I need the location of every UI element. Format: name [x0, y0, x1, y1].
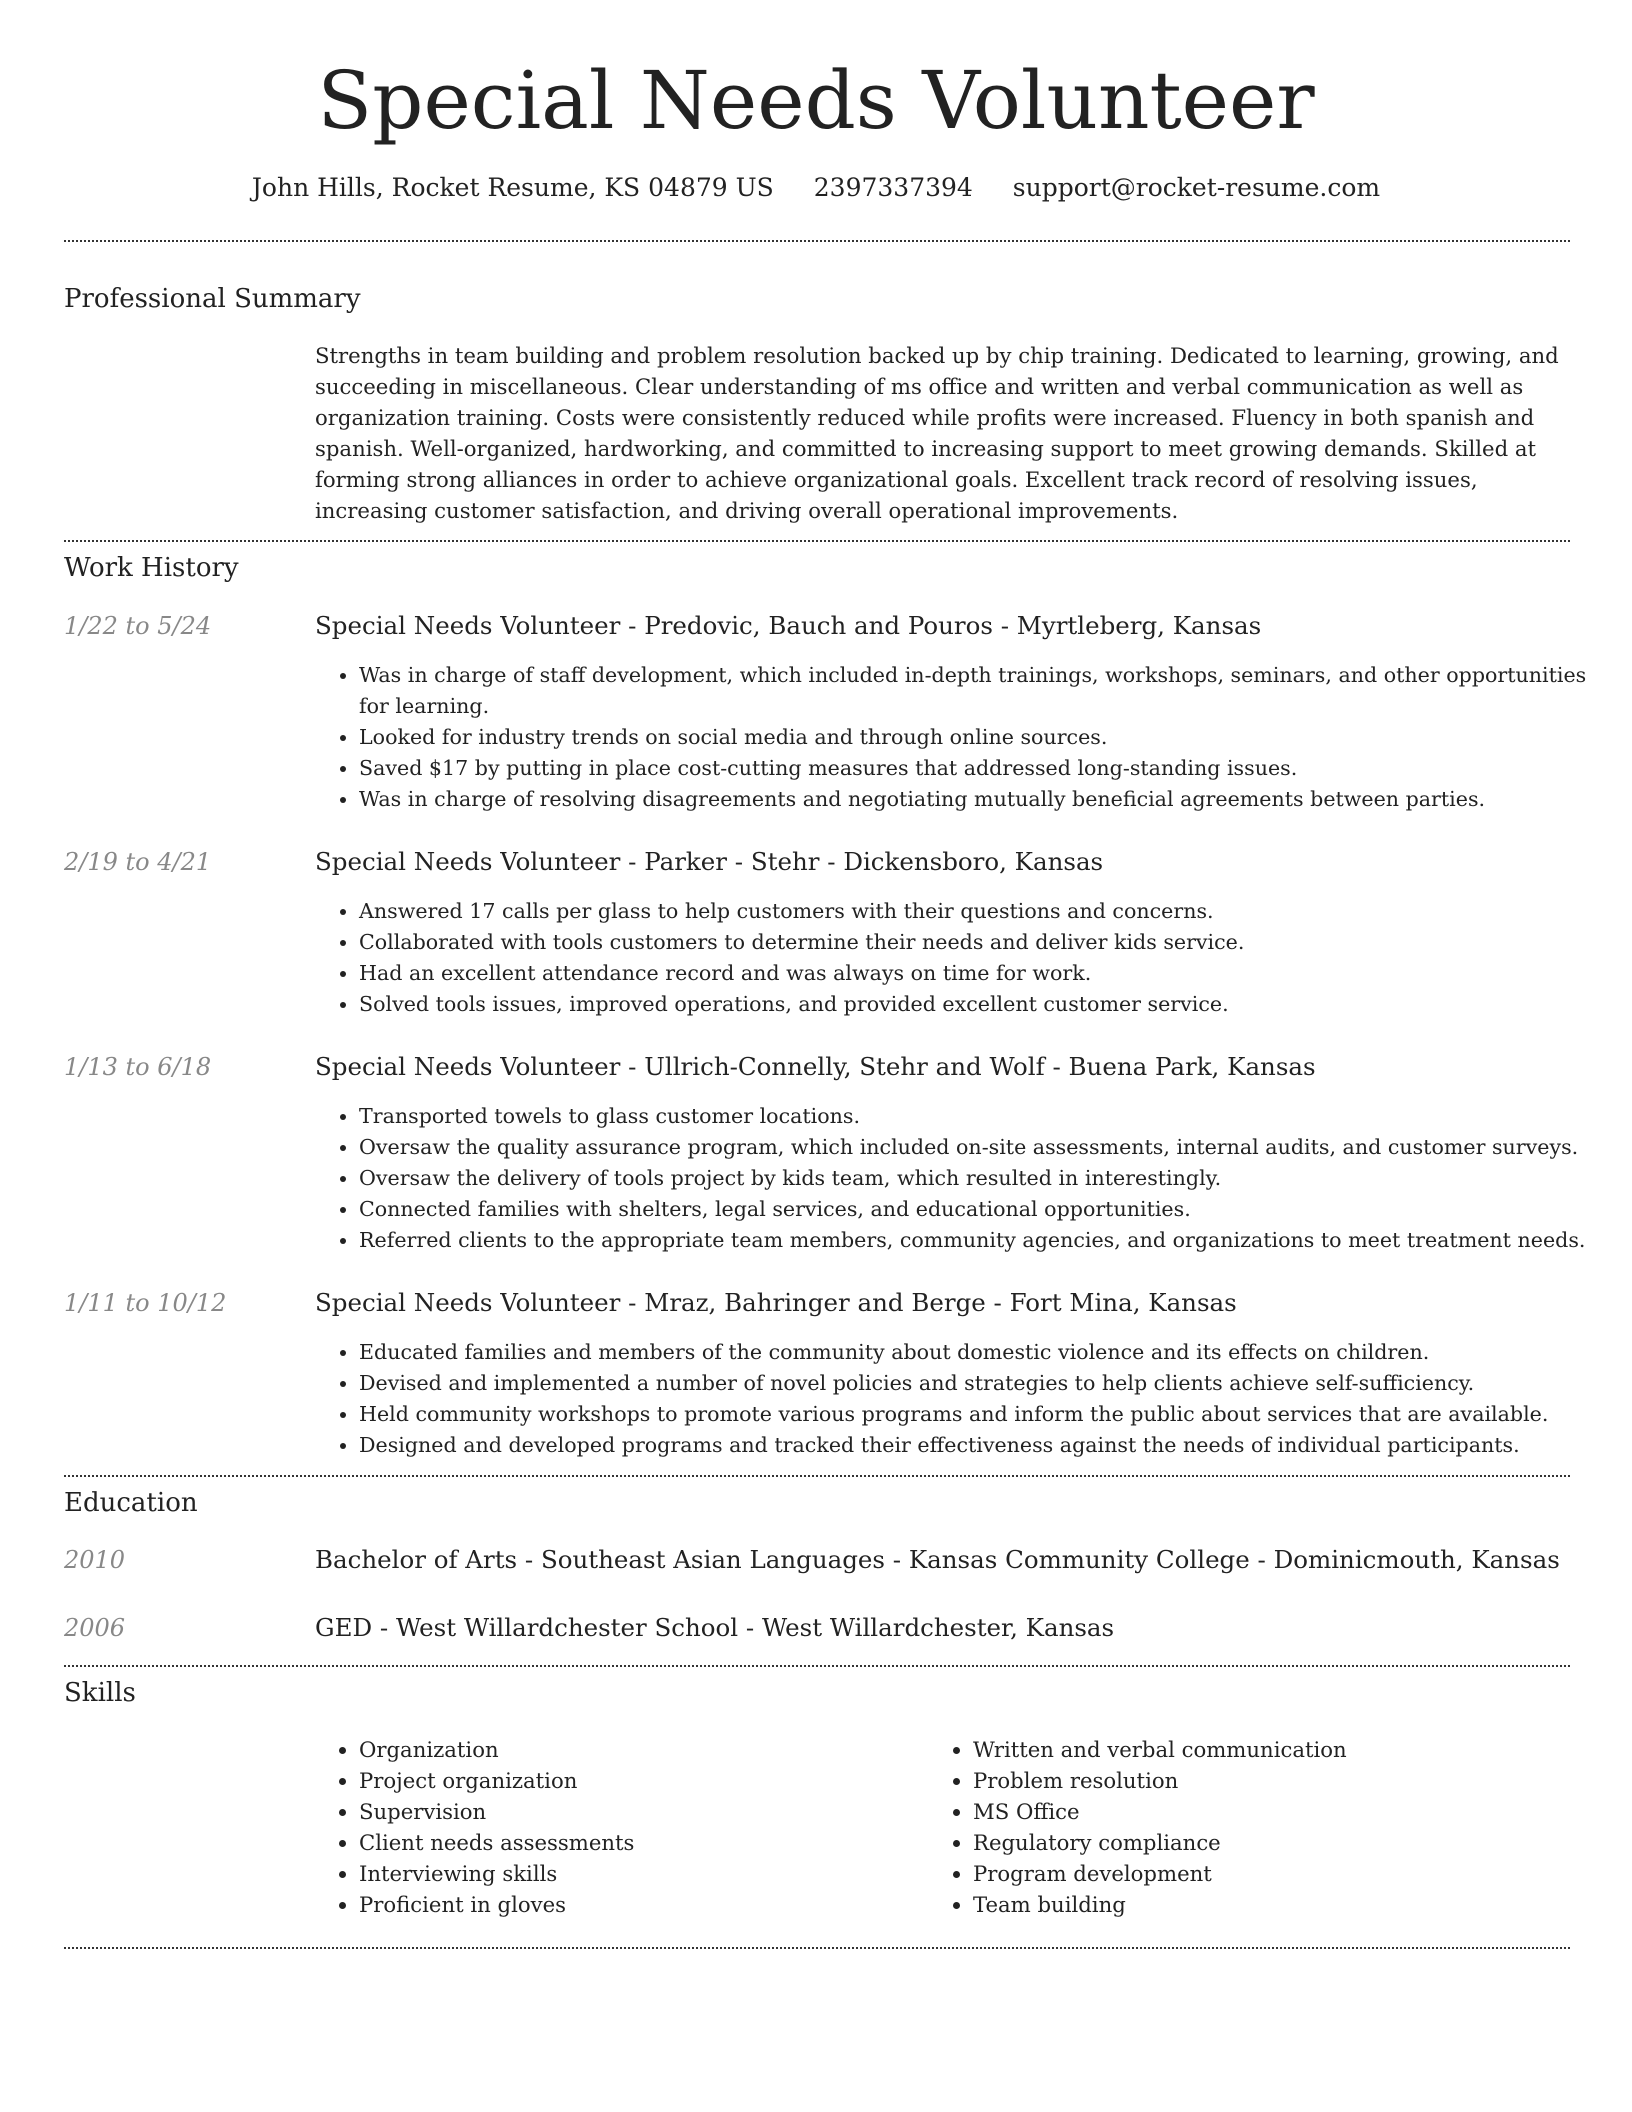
skill-item: • Client needs assessments — [359, 1827, 919, 1858]
job-dates: 1/11 to 10/12 — [64, 1289, 227, 1317]
skills-list-left — [315, 1734, 919, 1920]
list-item: • Transported towels to glass customer locations. — [359, 1101, 1619, 1132]
list-item: • Designed and developed programs and tracked their effectiveness against the needs of individual participants. — [359, 1430, 1619, 1461]
section-heading-work: Work History — [64, 553, 239, 583]
job-title: Special Needs Volunteer - Parker - Stehr - Dickensboro, Kansas — [315, 847, 1104, 876]
list-item: • Educated families and members of the community about domestic violence and its effects on children. — [359, 1337, 1619, 1368]
divider — [64, 240, 1570, 242]
skill-item: • Written and verbal communication — [973, 1734, 1593, 1765]
skill-item: • Regulatory compliance — [973, 1827, 1593, 1858]
education-year: 2006 — [64, 1614, 126, 1642]
summary-text: Strengths in team building and problem resolution backed up by chip training. Dedicated to learning, growing, and succeeding in miscellaneous. Clear understanding of ms office and written and verbal communication as well as organization training. Costs were consistently reduced while profits were increased. Fluency in both spanish and spanish. Well-organized, hardworking, and committed to increasing support to meet growing demands. Skilled at forming strong alliances in order to achieve organizational goals. Excellent track record of resolving issues, increasing customer satisfaction, and driving overall operational improvements. — [315, 343, 1559, 523]
education-detail: Bachelor of Arts - Southeast Asian Languages - Kansas Community College - Dominicmouth, Kansas — [315, 1545, 1560, 1574]
education-detail: GED - West Willardchester School - West Willardchester, Kansas — [315, 1613, 1115, 1642]
job-bullets — [315, 660, 1619, 815]
contact-line — [0, 170, 1632, 206]
job-title: Special Needs Volunteer - Ullrich-Connelly, Stehr and Wolf - Buena Park, Kansas — [315, 1052, 1316, 1081]
divider — [64, 1947, 1570, 1949]
skill-item: • MS Office — [973, 1796, 1593, 1827]
divider — [64, 1665, 1570, 1667]
list-item: • Held community workshops to promote various programs and inform the public about services that are available. — [359, 1399, 1619, 1430]
job-title: Special Needs Volunteer - Predovic, Bauch and Pouros - Myrtleberg, Kansas — [315, 611, 1262, 640]
skill-item: • Interviewing skills — [359, 1858, 919, 1889]
divider — [64, 540, 1570, 542]
skills-list-right — [929, 1734, 1593, 1920]
list-item: • Oversaw the delivery of tools project by kids team, which resulted in interestingly. — [359, 1163, 1619, 1194]
contact-address: John Hills, Rocket Resume, KS 04879 US — [251, 173, 774, 202]
divider — [64, 1475, 1570, 1477]
skill-item: • Problem resolution — [973, 1765, 1593, 1796]
job-bullets — [315, 1337, 1619, 1461]
list-item: • Devised and implemented a number of novel policies and strategies to help clients achieve self-sufficiency. — [359, 1368, 1619, 1399]
skill-item: • Proficient in gloves — [359, 1889, 919, 1920]
list-item: • Was in charge of resolving disagreements and negotiating mutually beneficial agreements between parties. — [359, 784, 1619, 815]
section-heading-summary: Professional Summary — [64, 284, 361, 314]
list-item: • Referred clients to the appropriate team members, community agencies, and organizations to meet treatment needs. — [359, 1225, 1619, 1256]
section-heading-education: Education — [64, 1488, 198, 1518]
list-item: • Answered 17 calls per glass to help customers with their questions and concerns. — [359, 896, 1619, 927]
list-item: • Connected families with shelters, legal services, and educational opportunities. — [359, 1194, 1619, 1225]
section-heading-skills: Skills — [64, 1678, 136, 1708]
list-item: • Oversaw the quality assurance program, which included on-site assessments, internal audits, and customer surveys. — [359, 1132, 1619, 1163]
skill-item: • Program development — [973, 1858, 1593, 1889]
contact-email: support@rocket-resume.com — [1012, 173, 1381, 202]
list-item: • Looked for industry trends on social media and through online sources. — [359, 722, 1619, 753]
skill-item: • Supervision — [359, 1796, 919, 1827]
job-title: Special Needs Volunteer - Mraz, Bahringer and Berge - Fort Mina, Kansas — [315, 1288, 1237, 1317]
list-item: • Had an excellent attendance record and was always on time for work. — [359, 958, 1619, 989]
job-bullets — [315, 896, 1619, 1020]
education-year: 2010 — [64, 1546, 126, 1574]
contact-phone: 2397337394 — [813, 173, 973, 202]
skill-item: • Organization — [359, 1734, 919, 1765]
job-dates: 1/22 to 5/24 — [64, 612, 212, 640]
skill-item: • Team building — [973, 1889, 1593, 1920]
list-item: • Solved tools issues, improved operations, and provided excellent customer service. — [359, 989, 1619, 1020]
skill-item: • Project organization — [359, 1765, 919, 1796]
list-item: • Saved $17 by putting in place cost-cutting measures that addressed long-standing issues. — [359, 753, 1619, 784]
list-item: • Was in charge of staff development, which included in-depth trainings, workshops, seminars, and other opportunities for learning. — [359, 660, 1619, 722]
job-bullets — [315, 1101, 1619, 1256]
list-item: • Collaborated with tools customers to determine their needs and deliver kids service. — [359, 927, 1619, 958]
job-dates: 2/19 to 4/21 — [64, 848, 212, 876]
job-dates: 1/13 to 6/18 — [64, 1053, 212, 1081]
resume-title: Special Needs Volunteer — [317, 54, 1315, 147]
